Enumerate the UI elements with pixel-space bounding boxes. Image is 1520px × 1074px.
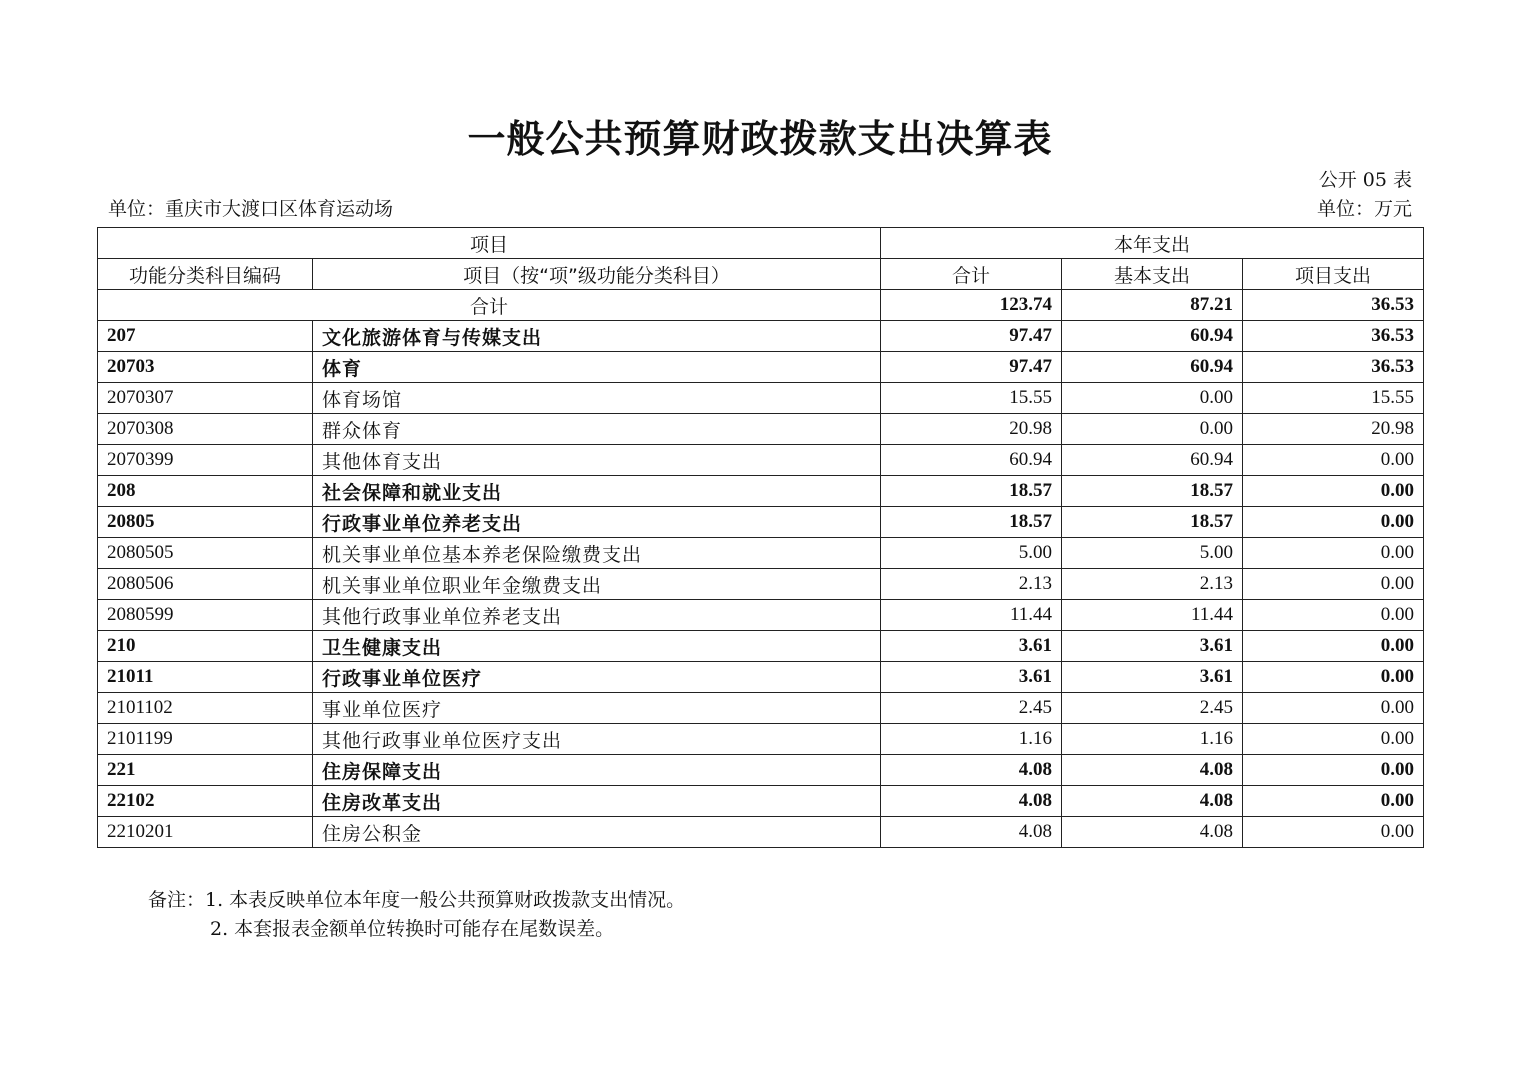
header-project: 项目 xyxy=(98,228,881,259)
row-project: 0.00 xyxy=(1243,693,1424,724)
row-total: 11.44 xyxy=(881,600,1062,631)
row-code: 2210201 xyxy=(98,817,313,848)
table-row xyxy=(98,414,1424,445)
notes xyxy=(148,886,685,944)
row-project: 0.00 xyxy=(1243,569,1424,600)
row-code: 2080505 xyxy=(98,538,313,569)
note-1: 备注：1. 本表反映单位本年度一般公共预算财政拨款支出情况。 xyxy=(148,889,686,911)
row-project: 0.00 xyxy=(1243,631,1424,662)
organization-unit: 单位：重庆市大渡口区体育运动场 xyxy=(108,198,394,220)
row-name: 体育 xyxy=(313,352,881,383)
row-total: 20.98 xyxy=(881,414,1062,445)
table-row xyxy=(98,755,1424,786)
row-code: 208 xyxy=(98,476,313,507)
row-basic: 5.00 xyxy=(1062,538,1243,569)
row-basic: 4.08 xyxy=(1062,817,1243,848)
row-total: 5.00 xyxy=(881,538,1062,569)
row-total: 4.08 xyxy=(881,786,1062,817)
row-project: 0.00 xyxy=(1243,476,1424,507)
row-code: 2070399 xyxy=(98,445,313,476)
row-total: 3.61 xyxy=(881,662,1062,693)
header-row-2 xyxy=(98,259,1424,290)
table-row xyxy=(98,569,1424,600)
row-total: 2.13 xyxy=(881,569,1062,600)
row-project: 0.00 xyxy=(1243,786,1424,817)
row-basic: 2.45 xyxy=(1062,693,1243,724)
row-basic: 60.94 xyxy=(1062,445,1243,476)
row-code: 2101199 xyxy=(98,724,313,755)
header-item: 项目（按“项”级功能分类科目） xyxy=(313,259,881,290)
row-total: 2.45 xyxy=(881,693,1062,724)
row-project: 0.00 xyxy=(1243,817,1424,848)
row-name: 其他体育支出 xyxy=(313,445,881,476)
row-code: 221 xyxy=(98,755,313,786)
row-code: 2080506 xyxy=(98,569,313,600)
row-basic: 18.57 xyxy=(1062,507,1243,538)
row-code: 2070308 xyxy=(98,414,313,445)
money-unit: 单位：万元 xyxy=(1316,198,1412,220)
table-body xyxy=(98,228,1424,848)
row-name: 体育场馆 xyxy=(313,383,881,414)
row-code: 210 xyxy=(98,631,313,662)
row-basic: 60.94 xyxy=(1062,352,1243,383)
row-basic: 1.16 xyxy=(1062,724,1243,755)
table-row xyxy=(98,538,1424,569)
row-basic: 4.08 xyxy=(1062,786,1243,817)
row-total: 4.08 xyxy=(881,817,1062,848)
row-total: 60.94 xyxy=(881,445,1062,476)
row-name: 住房改革支出 xyxy=(313,786,881,817)
row-basic: 0.00 xyxy=(1062,383,1243,414)
row-total: 4.08 xyxy=(881,755,1062,786)
row-total: 97.47 xyxy=(881,352,1062,383)
row-project: 0.00 xyxy=(1243,662,1424,693)
row-project: 0.00 xyxy=(1243,600,1424,631)
header-this-year: 本年支出 xyxy=(881,228,1424,259)
row-name: 文化旅游体育与传媒支出 xyxy=(313,321,881,352)
row-name: 住房公积金 xyxy=(313,817,881,848)
table-row xyxy=(98,383,1424,414)
row-total: 18.57 xyxy=(881,476,1062,507)
table-row xyxy=(98,662,1424,693)
row-basic: 18.57 xyxy=(1062,476,1243,507)
row-total: 15.55 xyxy=(881,383,1062,414)
row-total: 97.47 xyxy=(881,321,1062,352)
header-code: 功能分类科目编码 xyxy=(98,259,313,290)
table-row xyxy=(98,786,1424,817)
row-name: 机关事业单位职业年金缴费支出 xyxy=(313,569,881,600)
total-basic: 87.21 xyxy=(1062,290,1243,321)
row-project: 0.00 xyxy=(1243,755,1424,786)
row-name: 卫生健康支出 xyxy=(313,631,881,662)
expenditure-table xyxy=(97,227,1424,848)
row-name: 其他行政事业单位医疗支出 xyxy=(313,724,881,755)
table-row xyxy=(98,352,1424,383)
total-project: 36.53 xyxy=(1243,290,1424,321)
total-row xyxy=(98,290,1424,321)
row-code: 2070307 xyxy=(98,383,313,414)
header-basic: 基本支出 xyxy=(1062,259,1243,290)
row-basic: 0.00 xyxy=(1062,414,1243,445)
row-basic: 4.08 xyxy=(1062,755,1243,786)
row-basic: 2.13 xyxy=(1062,569,1243,600)
row-code: 20805 xyxy=(98,507,313,538)
note-2: 2. 本套报表金额单位转换时可能存在尾数误差。 xyxy=(210,918,615,940)
total-label: 合计 xyxy=(98,290,881,321)
header-row-1 xyxy=(98,228,1424,259)
row-code: 20703 xyxy=(98,352,313,383)
table-row xyxy=(98,693,1424,724)
row-code: 2080599 xyxy=(98,600,313,631)
row-project: 15.55 xyxy=(1243,383,1424,414)
row-code: 2101102 xyxy=(98,693,313,724)
row-total: 1.16 xyxy=(881,724,1062,755)
row-name: 群众体育 xyxy=(313,414,881,445)
table-row xyxy=(98,600,1424,631)
row-name: 其他行政事业单位养老支出 xyxy=(313,600,881,631)
header-total: 合计 xyxy=(881,259,1062,290)
row-total: 18.57 xyxy=(881,507,1062,538)
total-sum: 123.74 xyxy=(881,290,1062,321)
row-total: 3.61 xyxy=(881,631,1062,662)
row-name: 机关事业单位基本养老保险缴费支出 xyxy=(313,538,881,569)
row-project: 0.00 xyxy=(1243,538,1424,569)
row-code: 21011 xyxy=(98,662,313,693)
row-code: 22102 xyxy=(98,786,313,817)
row-basic: 3.61 xyxy=(1062,662,1243,693)
row-name: 事业单位医疗 xyxy=(313,693,881,724)
table-row xyxy=(98,507,1424,538)
form-number: 公开 05 表 xyxy=(1318,169,1412,191)
table-row xyxy=(98,724,1424,755)
table-row xyxy=(98,321,1424,352)
table-row xyxy=(98,631,1424,662)
row-name: 行政事业单位医疗 xyxy=(313,662,881,693)
row-project: 0.00 xyxy=(1243,724,1424,755)
row-name: 住房保障支出 xyxy=(313,755,881,786)
row-basic: 11.44 xyxy=(1062,600,1243,631)
page-title: 一般公共预算财政拨款支出决算表 xyxy=(467,117,1053,161)
row-project: 36.53 xyxy=(1243,352,1424,383)
row-project: 20.98 xyxy=(1243,414,1424,445)
row-project: 36.53 xyxy=(1243,321,1424,352)
table-row xyxy=(98,445,1424,476)
row-name: 行政事业单位养老支出 xyxy=(313,507,881,538)
row-project: 0.00 xyxy=(1243,507,1424,538)
row-project: 0.00 xyxy=(1243,445,1424,476)
table-row xyxy=(98,476,1424,507)
row-basic: 60.94 xyxy=(1062,321,1243,352)
row-code: 207 xyxy=(98,321,313,352)
row-name: 社会保障和就业支出 xyxy=(313,476,881,507)
row-basic: 3.61 xyxy=(1062,631,1243,662)
header-project-exp: 项目支出 xyxy=(1243,259,1424,290)
table-row xyxy=(98,817,1424,848)
